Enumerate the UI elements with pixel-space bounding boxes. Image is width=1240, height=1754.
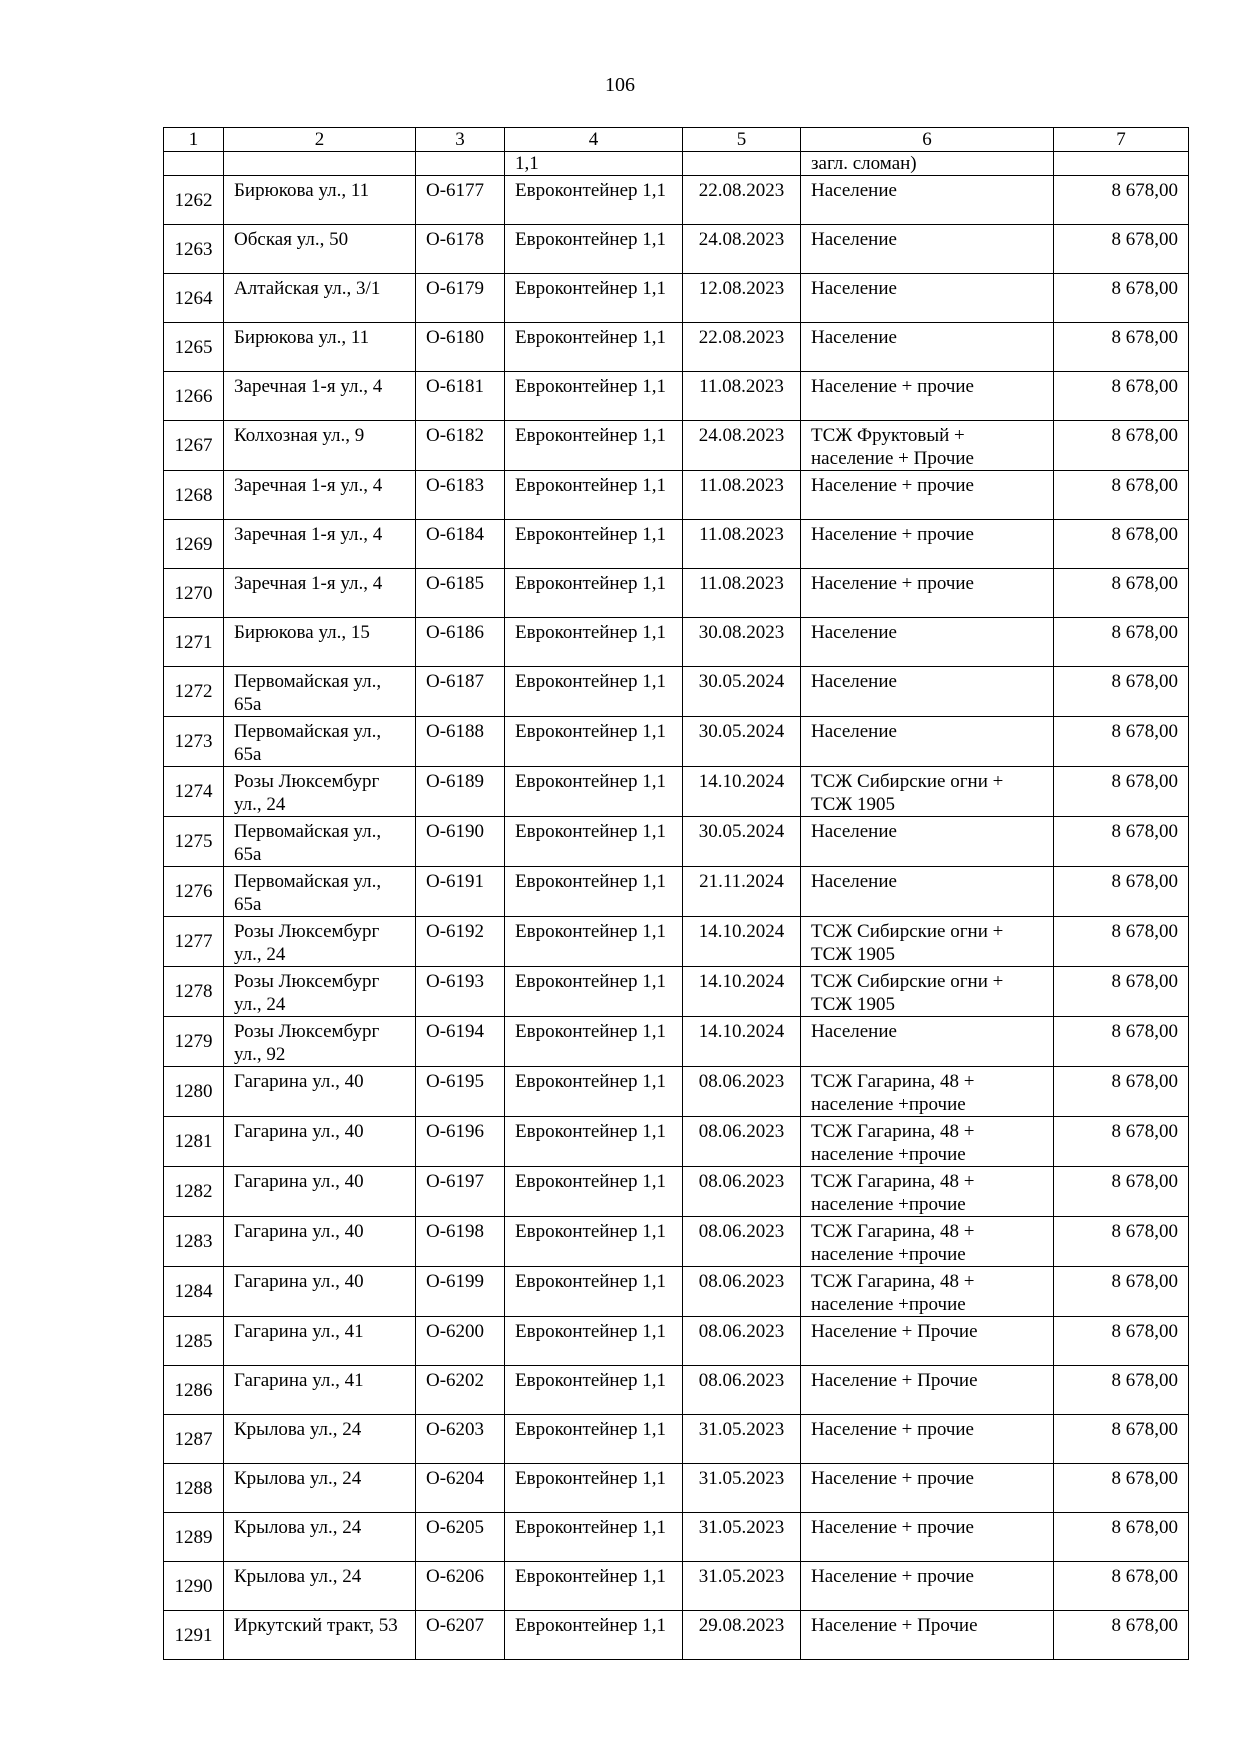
table-row	[164, 1017, 1189, 1067]
cell-amount: 8 678,00	[1054, 667, 1189, 717]
cell-num: 1273	[164, 717, 224, 767]
cell-amount: 8 678,00	[1054, 471, 1189, 520]
cell-type: Евроконтейнер 1,1	[505, 274, 683, 323]
cell-num: 1267	[164, 421, 224, 471]
cell-type: Евроконтейнер 1,1	[505, 176, 683, 225]
cell-address: Первомайская ул., 65а	[224, 817, 416, 867]
table-row	[164, 274, 1189, 323]
cell-amount: 8 678,00	[1054, 225, 1189, 274]
cell-code: О-6180	[416, 323, 505, 372]
table-row	[164, 1415, 1189, 1464]
cell-code: О-6192	[416, 917, 505, 967]
cell-type: Евроконтейнер 1,1	[505, 323, 683, 372]
cell-category: ТСЖ Сибирские огни + ТСЖ 1905	[801, 967, 1054, 1017]
container-registry-table	[163, 127, 1189, 1660]
cell-date: 08.06.2023	[683, 1366, 801, 1415]
cell-num	[164, 152, 224, 176]
page-number: 106	[605, 74, 635, 96]
cell-num: 1264	[164, 274, 224, 323]
table-row	[164, 1611, 1189, 1660]
cell-amount: 8 678,00	[1054, 1562, 1189, 1611]
cell-category: Население + прочие	[801, 520, 1054, 569]
cell-code: О-6200	[416, 1317, 505, 1366]
cell-address: Гагарина ул., 40	[224, 1067, 416, 1117]
cell-num: 1284	[164, 1267, 224, 1317]
cell-category: Население	[801, 225, 1054, 274]
cell-amount: 8 678,00	[1054, 1067, 1189, 1117]
column-header: 7	[1054, 128, 1189, 152]
cell-category: ТСЖ Гагарина, 48 + население +прочие	[801, 1167, 1054, 1217]
cell-code: О-6206	[416, 1562, 505, 1611]
cell-type: Евроконтейнер 1,1	[505, 767, 683, 817]
cell-date: 31.05.2023	[683, 1415, 801, 1464]
cell-address: Гагарина ул., 40	[224, 1167, 416, 1217]
cell-date: 30.05.2024	[683, 717, 801, 767]
cell-type: Евроконтейнер 1,1	[505, 867, 683, 917]
cell-num: 1265	[164, 323, 224, 372]
cell-amount: 8 678,00	[1054, 1267, 1189, 1317]
cell-num: 1262	[164, 176, 224, 225]
table-body	[164, 152, 1189, 1660]
cell-address: Гагарина ул., 40	[224, 1117, 416, 1167]
cell-amount: 8 678,00	[1054, 1464, 1189, 1513]
cell-category: Население	[801, 274, 1054, 323]
cell-amount: 8 678,00	[1054, 817, 1189, 867]
cell-amount: 8 678,00	[1054, 1017, 1189, 1067]
cell-date: 11.08.2023	[683, 569, 801, 618]
cell-category: Население + Прочие	[801, 1611, 1054, 1660]
cell-category: Население	[801, 323, 1054, 372]
cell-num: 1285	[164, 1317, 224, 1366]
cell-code: О-6179	[416, 274, 505, 323]
cell-address: Розы Люксембург ул., 92	[224, 1017, 416, 1067]
cell-num: 1283	[164, 1217, 224, 1267]
cell-date: 29.08.2023	[683, 1611, 801, 1660]
cell-date: 11.08.2023	[683, 372, 801, 421]
cell-address: Крылова ул., 24	[224, 1415, 416, 1464]
cell-type: Евроконтейнер 1,1	[505, 225, 683, 274]
cell-address: Гагарина ул., 40	[224, 1267, 416, 1317]
cell-amount: 8 678,00	[1054, 1611, 1189, 1660]
table-row	[164, 1067, 1189, 1117]
cell-category: ТСЖ Гагарина, 48 + население +прочие	[801, 1067, 1054, 1117]
cell-category: Население	[801, 618, 1054, 667]
cell-amount: 8 678,00	[1054, 569, 1189, 618]
cell-address: Иркутский тракт, 53	[224, 1611, 416, 1660]
cell-code: О-6186	[416, 618, 505, 667]
cell-code: О-6196	[416, 1117, 505, 1167]
cell-num: 1288	[164, 1464, 224, 1513]
cell-date: 24.08.2023	[683, 225, 801, 274]
cell-category: загл. сломан)	[801, 152, 1054, 176]
cell-amount: 8 678,00	[1054, 1317, 1189, 1366]
table-row	[164, 1167, 1189, 1217]
cell-category: Население + прочие	[801, 1464, 1054, 1513]
cell-num: 1291	[164, 1611, 224, 1660]
continuation-row	[164, 152, 1189, 176]
cell-category: Население	[801, 817, 1054, 867]
cell-date: 08.06.2023	[683, 1167, 801, 1217]
cell-address: Первомайская ул., 65а	[224, 867, 416, 917]
cell-code: О-6178	[416, 225, 505, 274]
cell-type: Евроконтейнер 1,1	[505, 471, 683, 520]
cell-type: Евроконтейнер 1,1	[505, 1067, 683, 1117]
cell-code: О-6182	[416, 421, 505, 471]
cell-date: 08.06.2023	[683, 1317, 801, 1366]
cell-address: Розы Люксембург ул., 24	[224, 967, 416, 1017]
cell-type: Евроконтейнер 1,1	[505, 1017, 683, 1067]
cell-date: 11.08.2023	[683, 471, 801, 520]
table-row	[164, 421, 1189, 471]
cell-type: Евроконтейнер 1,1	[505, 717, 683, 767]
table-row	[164, 917, 1189, 967]
cell-address: Гагарина ул., 41	[224, 1366, 416, 1415]
column-header: 1	[164, 128, 224, 152]
cell-category: Население + прочие	[801, 471, 1054, 520]
table-row	[164, 1267, 1189, 1317]
cell-num: 1266	[164, 372, 224, 421]
cell-date: 14.10.2024	[683, 917, 801, 967]
table-row	[164, 569, 1189, 618]
cell-code: О-6197	[416, 1167, 505, 1217]
cell-amount	[1054, 152, 1189, 176]
cell-amount: 8 678,00	[1054, 372, 1189, 421]
cell-date: 11.08.2023	[683, 520, 801, 569]
table-row	[164, 767, 1189, 817]
cell-amount: 8 678,00	[1054, 1513, 1189, 1562]
cell-address: Бирюкова ул., 15	[224, 618, 416, 667]
cell-amount: 8 678,00	[1054, 1415, 1189, 1464]
cell-num: 1289	[164, 1513, 224, 1562]
cell-code: О-6181	[416, 372, 505, 421]
cell-num: 1280	[164, 1067, 224, 1117]
cell-amount: 8 678,00	[1054, 967, 1189, 1017]
cell-code: О-6189	[416, 767, 505, 817]
cell-category: ТСЖ Гагарина, 48 + население +прочие	[801, 1217, 1054, 1267]
cell-category: ТСЖ Фруктовый + население + Прочие	[801, 421, 1054, 471]
cell-address: Розы Люксембург ул., 24	[224, 767, 416, 817]
cell-type: Евроконтейнер 1,1	[505, 1562, 683, 1611]
cell-address: Заречная 1-я ул., 4	[224, 471, 416, 520]
column-header: 6	[801, 128, 1054, 152]
cell-type: 1,1	[505, 152, 683, 176]
cell-date: 08.06.2023	[683, 1267, 801, 1317]
cell-type: Евроконтейнер 1,1	[505, 1464, 683, 1513]
cell-type: Евроконтейнер 1,1	[505, 618, 683, 667]
cell-category: ТСЖ Сибирские огни + ТСЖ 1905	[801, 767, 1054, 817]
cell-category: Население + прочие	[801, 372, 1054, 421]
cell-num: 1282	[164, 1167, 224, 1217]
cell-date: 30.05.2024	[683, 667, 801, 717]
cell-date: 22.08.2023	[683, 176, 801, 225]
table-row	[164, 323, 1189, 372]
cell-address: Заречная 1-я ул., 4	[224, 372, 416, 421]
cell-code	[416, 152, 505, 176]
cell-category: Население	[801, 717, 1054, 767]
cell-code: О-6207	[416, 1611, 505, 1660]
cell-type: Евроконтейнер 1,1	[505, 667, 683, 717]
cell-address: Первомайская ул., 65а	[224, 717, 416, 767]
cell-date	[683, 152, 801, 176]
table-row	[164, 1317, 1189, 1366]
cell-date: 31.05.2023	[683, 1464, 801, 1513]
cell-category: Население	[801, 176, 1054, 225]
column-header: 3	[416, 128, 505, 152]
table-row	[164, 817, 1189, 867]
cell-address: Первомайская ул., 65а	[224, 667, 416, 717]
table-row	[164, 1464, 1189, 1513]
cell-amount: 8 678,00	[1054, 1217, 1189, 1267]
cell-date: 31.05.2023	[683, 1513, 801, 1562]
cell-num: 1270	[164, 569, 224, 618]
cell-type: Евроконтейнер 1,1	[505, 1611, 683, 1660]
cell-amount: 8 678,00	[1054, 323, 1189, 372]
cell-category: Население + Прочие	[801, 1366, 1054, 1415]
cell-amount: 8 678,00	[1054, 520, 1189, 569]
cell-date: 22.08.2023	[683, 323, 801, 372]
table-row	[164, 1366, 1189, 1415]
table-row	[164, 1562, 1189, 1611]
cell-category: ТСЖ Сибирские огни + ТСЖ 1905	[801, 917, 1054, 967]
cell-type: Евроконтейнер 1,1	[505, 1167, 683, 1217]
cell-code: О-6184	[416, 520, 505, 569]
cell-num: 1287	[164, 1415, 224, 1464]
table-row	[164, 867, 1189, 917]
cell-type: Евроконтейнер 1,1	[505, 1415, 683, 1464]
cell-date: 14.10.2024	[683, 1017, 801, 1067]
cell-address	[224, 152, 416, 176]
cell-address: Алтайская ул., 3/1	[224, 274, 416, 323]
cell-amount: 8 678,00	[1054, 717, 1189, 767]
cell-category: Население	[801, 667, 1054, 717]
cell-date: 12.08.2023	[683, 274, 801, 323]
cell-num: 1263	[164, 225, 224, 274]
cell-num: 1275	[164, 817, 224, 867]
table-row	[164, 618, 1189, 667]
cell-address: Гагарина ул., 40	[224, 1217, 416, 1267]
cell-code: О-6193	[416, 967, 505, 1017]
cell-date: 08.06.2023	[683, 1067, 801, 1117]
cell-num: 1278	[164, 967, 224, 1017]
cell-address: Заречная 1-я ул., 4	[224, 569, 416, 618]
table-row	[164, 1117, 1189, 1167]
cell-num: 1271	[164, 618, 224, 667]
cell-type: Евроконтейнер 1,1	[505, 967, 683, 1017]
cell-num: 1277	[164, 917, 224, 967]
cell-category: ТСЖ Гагарина, 48 + население +прочие	[801, 1117, 1054, 1167]
cell-type: Евроконтейнер 1,1	[505, 1366, 683, 1415]
cell-code: О-6194	[416, 1017, 505, 1067]
table-row	[164, 225, 1189, 274]
cell-address: Розы Люксембург ул., 24	[224, 917, 416, 967]
cell-type: Евроконтейнер 1,1	[505, 1513, 683, 1562]
cell-date: 21.11.2024	[683, 867, 801, 917]
cell-address: Крылова ул., 24	[224, 1562, 416, 1611]
cell-num: 1274	[164, 767, 224, 817]
cell-address: Крылова ул., 24	[224, 1464, 416, 1513]
cell-address: Заречная 1-я ул., 4	[224, 520, 416, 569]
cell-date: 31.05.2023	[683, 1562, 801, 1611]
column-header: 4	[505, 128, 683, 152]
cell-amount: 8 678,00	[1054, 867, 1189, 917]
table-row	[164, 1513, 1189, 1562]
cell-code: О-6185	[416, 569, 505, 618]
cell-address: Бирюкова ул., 11	[224, 323, 416, 372]
cell-code: О-6177	[416, 176, 505, 225]
cell-code: О-6195	[416, 1067, 505, 1117]
cell-type: Евроконтейнер 1,1	[505, 569, 683, 618]
cell-type: Евроконтейнер 1,1	[505, 817, 683, 867]
cell-code: О-6198	[416, 1217, 505, 1267]
cell-code: О-6190	[416, 817, 505, 867]
table-row	[164, 176, 1189, 225]
cell-amount: 8 678,00	[1054, 274, 1189, 323]
table-row	[164, 667, 1189, 717]
cell-address: Крылова ул., 24	[224, 1513, 416, 1562]
cell-date: 24.08.2023	[683, 421, 801, 471]
cell-num: 1281	[164, 1117, 224, 1167]
table-row	[164, 717, 1189, 767]
cell-code: О-6199	[416, 1267, 505, 1317]
cell-amount: 8 678,00	[1054, 1366, 1189, 1415]
cell-code: О-6205	[416, 1513, 505, 1562]
cell-type: Евроконтейнер 1,1	[505, 1317, 683, 1366]
cell-category: Население + прочие	[801, 1415, 1054, 1464]
cell-num: 1269	[164, 520, 224, 569]
cell-type: Евроконтейнер 1,1	[505, 520, 683, 569]
cell-type: Евроконтейнер 1,1	[505, 1117, 683, 1167]
cell-category: Население + прочие	[801, 1562, 1054, 1611]
cell-num: 1276	[164, 867, 224, 917]
cell-address: Бирюкова ул., 11	[224, 176, 416, 225]
column-header: 5	[683, 128, 801, 152]
cell-amount: 8 678,00	[1054, 917, 1189, 967]
cell-address: Обская ул., 50	[224, 225, 416, 274]
cell-address: Гагарина ул., 41	[224, 1317, 416, 1366]
cell-amount: 8 678,00	[1054, 176, 1189, 225]
cell-code: О-6183	[416, 471, 505, 520]
cell-type: Евроконтейнер 1,1	[505, 917, 683, 967]
cell-date: 08.06.2023	[683, 1217, 801, 1267]
cell-type: Евроконтейнер 1,1	[505, 372, 683, 421]
cell-code: О-6191	[416, 867, 505, 917]
cell-category: Население + прочие	[801, 1513, 1054, 1562]
cell-amount: 8 678,00	[1054, 421, 1189, 471]
cell-type: Евроконтейнер 1,1	[505, 421, 683, 471]
cell-amount: 8 678,00	[1054, 767, 1189, 817]
cell-date: 30.08.2023	[683, 618, 801, 667]
cell-num: 1272	[164, 667, 224, 717]
cell-num: 1286	[164, 1366, 224, 1415]
cell-category: Население	[801, 1017, 1054, 1067]
cell-num: 1290	[164, 1562, 224, 1611]
cell-date: 14.10.2024	[683, 767, 801, 817]
cell-code: О-6202	[416, 1366, 505, 1415]
cell-type: Евроконтейнер 1,1	[505, 1267, 683, 1317]
cell-date: 30.05.2024	[683, 817, 801, 867]
cell-num: 1268	[164, 471, 224, 520]
cell-address: Колхозная ул., 9	[224, 421, 416, 471]
table-row	[164, 1217, 1189, 1267]
cell-type: Евроконтейнер 1,1	[505, 1217, 683, 1267]
table-row	[164, 967, 1189, 1017]
cell-num: 1279	[164, 1017, 224, 1067]
table-row	[164, 372, 1189, 421]
cell-date: 14.10.2024	[683, 967, 801, 1017]
cell-category: ТСЖ Гагарина, 48 + население +прочие	[801, 1267, 1054, 1317]
cell-amount: 8 678,00	[1054, 618, 1189, 667]
cell-amount: 8 678,00	[1054, 1167, 1189, 1217]
cell-category: Население	[801, 867, 1054, 917]
column-number-row	[164, 128, 1189, 152]
cell-code: О-6188	[416, 717, 505, 767]
cell-category: Население + прочие	[801, 569, 1054, 618]
cell-category: Население + Прочие	[801, 1317, 1054, 1366]
table-row	[164, 520, 1189, 569]
table-row	[164, 471, 1189, 520]
column-header: 2	[224, 128, 416, 152]
cell-code: О-6187	[416, 667, 505, 717]
cell-code: О-6204	[416, 1464, 505, 1513]
cell-amount: 8 678,00	[1054, 1117, 1189, 1167]
cell-date: 08.06.2023	[683, 1117, 801, 1167]
cell-code: О-6203	[416, 1415, 505, 1464]
